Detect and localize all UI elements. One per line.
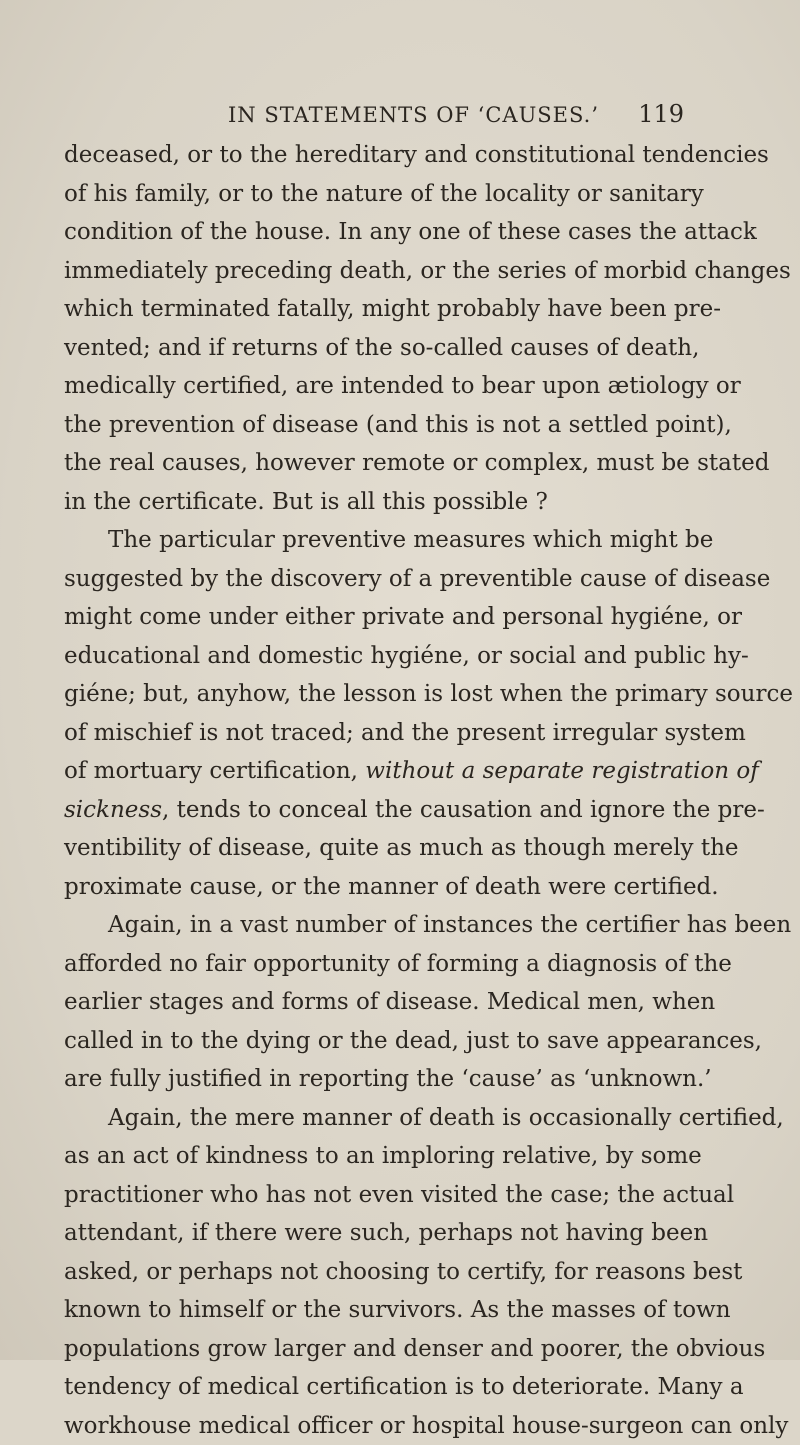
text-line: the prevention of disease (and this is not a settled point),	[64, 406, 684, 445]
paragraph-start-line: Again, in a vast number of instances the certifier has been	[64, 906, 684, 945]
text-line: giéne; but, anyhow, the lesson is lost when the primary source	[64, 675, 684, 714]
text-line: attendant, if there were such, perhaps not having been	[64, 1214, 684, 1253]
text-line: of mischief is not traced; and the present irregular system	[64, 714, 684, 753]
text-line: medically certified, are intended to bear upon ætiology or	[64, 367, 684, 406]
paragraph-start-line: Again, the mere manner of death is occasionally certified,	[64, 1099, 684, 1138]
paragraph-start-line: The particular preventive measures which might be	[64, 521, 684, 560]
text-line: vented; and if returns of the so-called causes of death,	[64, 329, 684, 368]
paragraph-end-line: in the certificate. But is all this possible ?	[64, 483, 684, 522]
text-line: which terminated fatally, might probably have been pre-	[64, 290, 684, 329]
page-number: 119	[638, 100, 684, 128]
text-line: workhouse medical officer or hospital house-surgeon can only	[64, 1407, 684, 1445]
text-line: known to himself or the survivors. As the masses of town	[64, 1291, 684, 1330]
text-line: practitioner who has not even visited the case; the actual	[64, 1176, 684, 1215]
italic-text: without a separate registration of	[365, 758, 758, 784]
text-line: condition of the house. In any one of these cases the attack	[64, 213, 684, 252]
text-line: tendency of medical certification is to deteriorate. Many a	[64, 1368, 684, 1407]
text-line: suggested by the discovery of a preventible cause of disease	[64, 560, 684, 599]
text-line: the real causes, however remote or complex, must be stated	[64, 444, 684, 483]
text-line: sickness, tends to conceal the causation and ignore the pre-	[64, 791, 684, 830]
text-line: of mortuary certification, without a separate registration of	[64, 752, 684, 791]
body-text	[64, 136, 684, 1445]
text-line: immediately preceding death, or the series of morbid changes	[64, 252, 684, 291]
text-line: might come under either private and personal hygiéne, or	[64, 598, 684, 637]
text-line: of his family, or to the nature of the locality or sanitary	[64, 175, 684, 214]
paragraph-end-line: proximate cause, or the manner of death were certified.	[64, 868, 684, 907]
text-line: ventibility of disease, quite as much as though merely the	[64, 829, 684, 868]
text-line: asked, or perhaps not choosing to certify, for reasons best	[64, 1253, 684, 1292]
paragraph-end-line: are fully justified in reporting the ‘cause’ as ‘unknown.’	[64, 1060, 684, 1099]
text-line: educational and domestic hygiéne, or social and public hy-	[64, 637, 684, 676]
text-line: called in to the dying or the dead, just to save appearances,	[64, 1022, 684, 1061]
text-line: earlier stages and forms of disease. Medical men, when	[64, 983, 684, 1022]
text-line: as an act of kindness to an imploring relative, by some	[64, 1137, 684, 1176]
text-line: populations grow larger and denser and poorer, the obvious	[64, 1330, 684, 1369]
text-line: deceased, or to the hereditary and constitutional tendencies	[64, 136, 684, 175]
text-line: afforded no fair opportunity of forming a diagnosis of the	[64, 945, 684, 984]
running-head	[228, 100, 684, 128]
running-title: IN STATEMENTS OF ‘CAUSES.’	[228, 103, 599, 127]
italic-text: sickness	[64, 797, 162, 823]
